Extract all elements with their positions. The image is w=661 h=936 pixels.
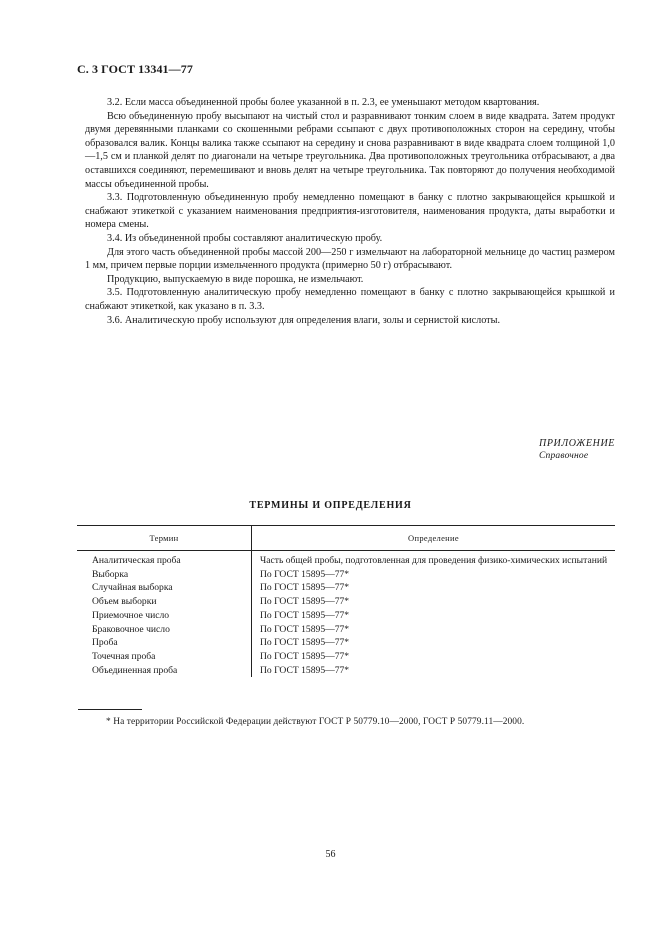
definition-cell: По ГОСТ 15895—77*: [260, 582, 350, 594]
table-row: [77, 568, 615, 582]
appendix-label: [539, 437, 615, 463]
term-cell: Браковочное число: [77, 623, 252, 637]
header-term: Термин: [77, 526, 252, 551]
term-cell: Проба: [77, 636, 252, 650]
appendix-title: ПРИЛОЖЕНИЕ: [539, 438, 615, 449]
definition-cell: По ГОСТ 15895—77*: [260, 609, 350, 621]
paragraph-quartering: Всю объединенную пробу высыпают на чистый стол и разравнивают тонким слоем в виде квадрата. Затем продукт двумя деревянными планками со скошенными ребрами ссыпают с двух противоположных сторон на середину, чтобы образовался валик. Концы валика также ссыпают на середину и снова разравнивают в виде квадрата слоем толщиной 1,0—1,5 см и планкой делят по диагонали на четыре треугольника. Два противоположных треугольника отбрасывают, а два оставшихся соединяют, перемешивают и вновь делят на четыре треугольника. Так повторяют до получения необходимой массы объединенной пробы.: [85, 110, 615, 190]
term-cell: Точечная проба: [77, 650, 252, 664]
footnote: * На территории Российской Федерации действуют ГОСТ Р 50779.10—2000, ГОСТ Р 50779.11—2000.: [106, 717, 525, 727]
terms-table: [77, 525, 615, 677]
term-cell: Приемочное число: [77, 609, 252, 623]
definition-cell: По ГОСТ 15895—77*: [260, 650, 350, 662]
table-row: [77, 581, 615, 595]
header-definition: Определение: [252, 526, 616, 551]
table-row: [77, 551, 615, 568]
table-row: [77, 609, 615, 623]
appendix-subtitle: Справочное: [539, 451, 589, 461]
term-cell: Случайная выборка: [77, 581, 252, 595]
definition-cell: По ГОСТ 15895—77*: [260, 623, 350, 635]
term-cell: Выборка: [77, 568, 252, 582]
paragraph-3-5: 3.5. Подготовленную аналитическую пробу немедленно помещают в банку с плотно закрывающейся крышкой и снабжают этикеткой, как указано в п. 3.3.: [85, 287, 615, 312]
body-text: [85, 96, 615, 327]
terms-table-header: [77, 526, 615, 551]
term-cell: Объем выборки: [77, 595, 252, 609]
definition-cell: По ГОСТ 15895—77*: [260, 568, 350, 580]
table-row: [77, 623, 615, 637]
table-row: [77, 664, 615, 678]
definition-cell: Часть общей пробы, подготовленная для проведения физико-химических испытаний: [260, 555, 608, 566]
page-header: С. 3 ГОСТ 13341—77: [77, 62, 193, 76]
paragraph-3-2: 3.2. Если масса объединенной пробы более указанной в п. 2.3, ее уменьшают методом квартования.: [107, 97, 540, 108]
page-number: 56: [325, 849, 336, 860]
terms-title: ТЕРМИНЫ И ОПРЕДЕЛЕНИЯ: [249, 500, 412, 511]
definition-cell: По ГОСТ 15895—77*: [260, 596, 350, 608]
paragraph-grinding: Для этого часть объединенной пробы массой 200—250 г измельчают на лабораторной мельнице до частиц размером 1 мм, причем первые порции измельченного продукта (примерно 50 г) отбрасывают.: [85, 246, 615, 272]
table-row: [77, 595, 615, 609]
table-row: [77, 636, 615, 650]
definition-cell: По ГОСТ 15895—77*: [260, 637, 350, 649]
term-cell: Аналитическая проба: [77, 551, 252, 568]
footnote-divider: [78, 709, 142, 710]
paragraph-3-6: 3.6. Аналитическую пробу используют для определения влаги, золы и сернистой кислоты.: [107, 314, 501, 326]
term-cell: Объединенная проба: [77, 664, 252, 678]
definition-cell: По ГОСТ 15895—77*: [260, 664, 350, 676]
paragraph-3-4: 3.4. Из объединенной пробы составляют аналитическую пробу.: [107, 232, 383, 244]
table-row: [77, 650, 615, 664]
paragraph-powder: Продукцию, выпускаемую в виде порошка, не измельчают.: [107, 273, 364, 285]
paragraph-3-3: 3.3. Подготовленную объединенную пробу немедленно помещают в банку с плотно закрывающейся крышкой и снабжают этикеткой с указанием наименования предприятия-изготовителя, наименования продукта, даты выработки и номера смены.: [85, 192, 615, 231]
